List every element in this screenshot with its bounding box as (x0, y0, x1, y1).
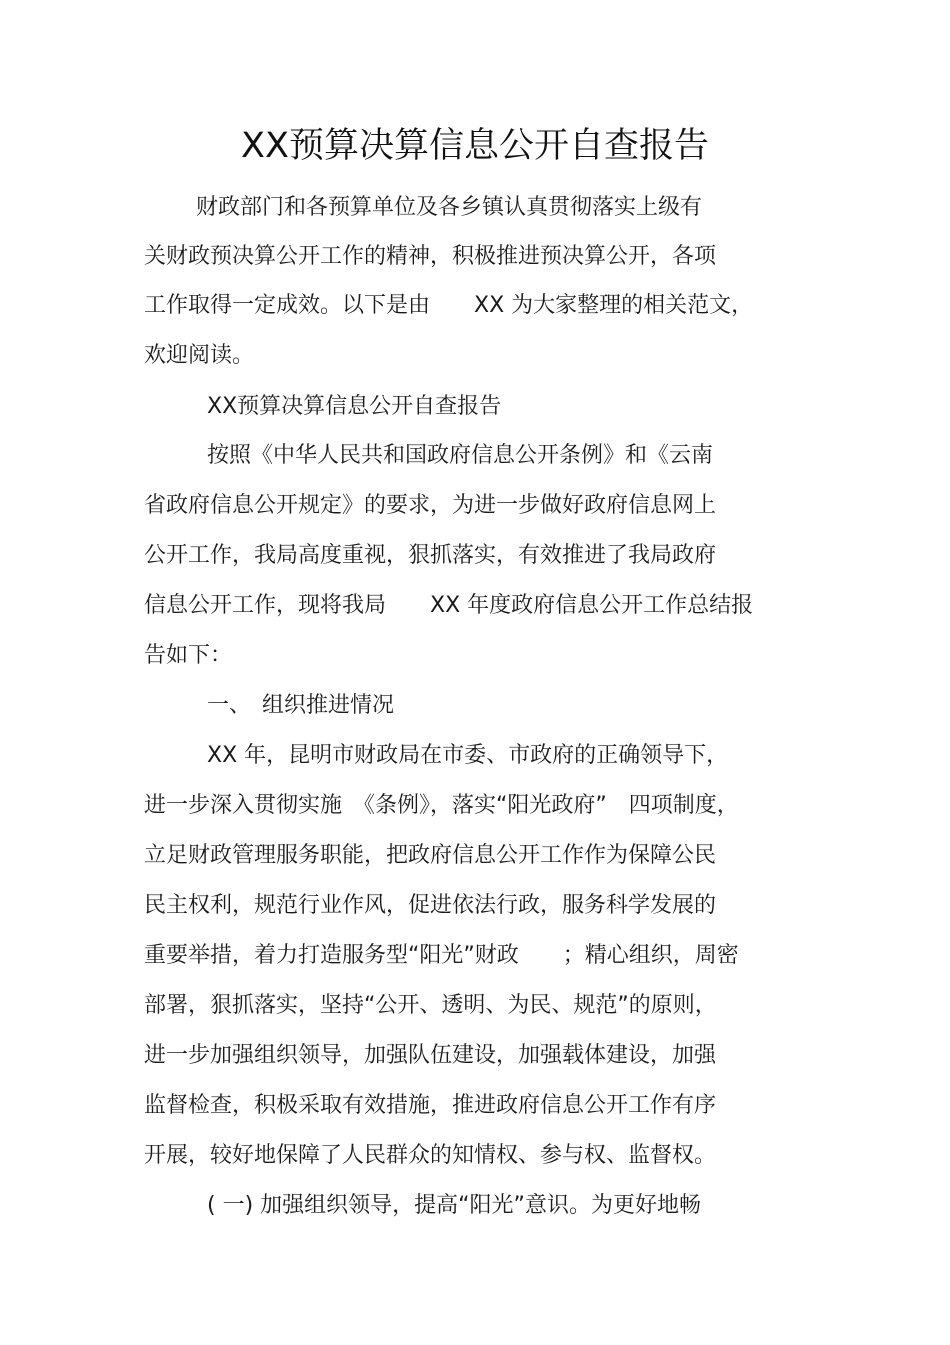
paragraph-line: 进一步加强组织领导，加强队伍建设，加强载体建设，加强 (144, 1043, 717, 1068)
section-heading: 一、 组织推进情况 (207, 693, 395, 718)
paragraph-line: 财政部门和各预算单位及各乡镇认真贯彻落实上级有 (196, 195, 703, 220)
paragraph-line: 部署，狠抓落实，坚持“公开、透明、为民、规范”的原则， (144, 993, 717, 1018)
section-heading: XX预算决算信息公开自查报告 (207, 394, 502, 419)
paragraph-line: 工作取得一定成效。以下是由 XX 为大家整理的相关范文， (144, 293, 754, 318)
paragraph-line: 关财政预决算公开工作的精神，积极推进预决算公开，各项 (144, 244, 717, 269)
paragraph-line: 开展，较好地保障了人民群众的知情权、参与权、监督权。 (144, 1143, 717, 1168)
paragraph-line: 重要举措，着力打造服务型“阳光”财政 ；精心组织，周密 (144, 943, 739, 968)
paragraph-line: 立足财政管理服务职能，把政府信息公开工作作为保障公民 (144, 843, 717, 868)
paragraph-line: 信息公开工作，现将我局 XX 年度政府信息公开工作总结报 (144, 593, 754, 618)
paragraph-line: 进一步深入贯彻实施 《条例》，落实“阳光政府” 四项制度， (144, 793, 739, 818)
paragraph-line: XX 年，昆明市财政局在市委、市政府的正确领导下， (207, 743, 729, 768)
document-title: XX预算决算信息公开自查报告 (241, 126, 709, 166)
paragraph-line: 民主权利，规范行业作风，促进依法行政，服务科学发展的 (144, 893, 717, 918)
subsection-heading: ( 一) 加强组织领导，提高“阳光”意识。为更好地畅 (207, 1193, 701, 1218)
paragraph-line: 省政府信息公开规定》的要求，为进一步做好政府信息网上 (144, 493, 717, 518)
paragraph-line: 公开工作，我局高度重视，狠抓落实，有效推进了我局政府 (144, 543, 717, 568)
paragraph-line: 按照《中华人民共和国政府信息公开条例》和《云南 (207, 443, 714, 468)
paragraph-line: 监督检查，积极采取有效措施，推进政府信息公开工作有序 (144, 1093, 717, 1118)
paragraph-line: 欢迎阅读。 (144, 343, 255, 368)
paragraph-line: 告如下： (144, 643, 233, 668)
